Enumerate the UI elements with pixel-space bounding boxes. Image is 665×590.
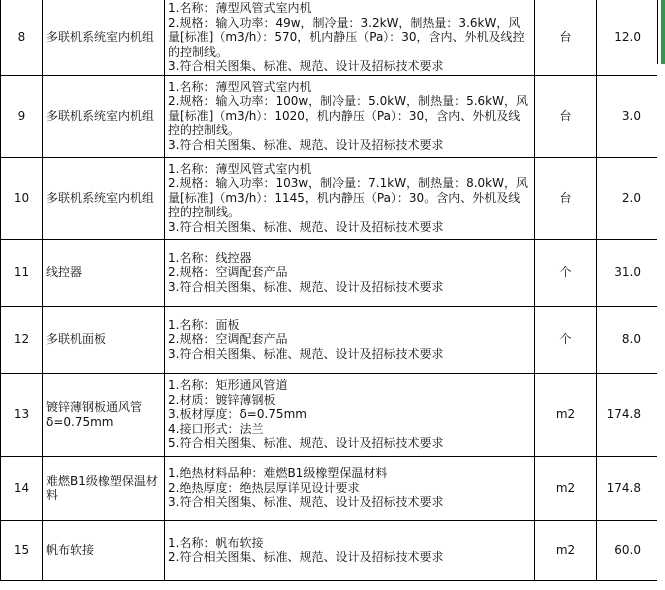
item-name[interactable]: 镀锌薄钢板通风管δ=0.75mm [43,373,165,456]
item-description[interactable] [165,75,535,157]
desc-line: 2.规格：空调配套产品 [168,265,288,280]
scrollbar-track[interactable] [657,64,665,590]
item-quantity[interactable]: 12.0 [597,0,658,75]
desc-line: 3.符合相关图集、标准、规范、设计及招标技术要求 [168,279,444,294]
desc-line: 2.材质：镀锌薄钢板 [168,392,276,407]
item-name[interactable]: 线控器 [43,239,165,306]
table-row [1,520,658,580]
desc-line: 5.符合相关图集、标准、规范、设计及招标技术要求 [168,436,444,451]
item-name[interactable]: 多联机面板 [43,306,165,373]
row-index[interactable]: 12 [1,306,43,373]
row-index[interactable]: 10 [1,157,43,239]
desc-line: 1.名称：矩形通风管道 [168,378,288,393]
desc-line: 1.名称：薄型风管式室内机 [168,161,312,176]
desc-line: 1.名称：线控器 [168,250,252,265]
row-index[interactable]: 15 [1,520,43,580]
item-description[interactable] [165,520,535,580]
desc-line: 2.规格：空调配套产品 [168,332,288,347]
row-index[interactable]: 14 [1,456,43,520]
desc-line: 2.规格：输入功率：49w，制冷量：3.2kW，制热量：3.6kW，风量[标准]（m3/h）：570，机内静压（Pa）：30，含内、外机及线控的控制线。 [168,15,525,59]
row-index[interactable]: 9 [1,75,43,157]
row-index[interactable]: 13 [1,373,43,456]
desc-line: 2.规格：输入功率：100w，制冷量：5.0kW，制热量：5.6kW，风量[标准]（m3/h）：1020，机内静压（Pa）：30，含内、外机及线控的控制线。 [168,94,528,138]
desc-line: 4.接口形式：法兰 [168,421,264,436]
desc-line: 3.符合相关图集、标准、规范、设计及招标技术要求 [168,59,444,73]
table-row [1,239,658,306]
desc-line: 3.板材厚度：δ=0.75mm [168,407,307,422]
table-row [1,456,658,520]
item-unit[interactable]: 个 [535,239,597,306]
item-description[interactable] [165,373,535,456]
item-description[interactable] [165,456,535,520]
desc-line: 3.符合相关图集、标准、规范、设计及招标技术要求 [168,495,444,510]
item-quantity[interactable]: 60.0 [597,520,658,580]
item-unit[interactable]: m2 [535,456,597,520]
item-unit[interactable]: 台 [535,0,597,75]
desc-line: 3.符合相关图集、标准、规范、设计及招标技术要求 [168,346,444,361]
item-description[interactable] [165,306,535,373]
table-row [1,373,658,456]
row-index[interactable]: 11 [1,239,43,306]
item-name[interactable]: 多联机系统室内机组 [43,0,165,75]
item-unit[interactable]: 个 [535,306,597,373]
desc-line: 1.名称：薄型风管式室内机 [168,1,312,15]
table-row [1,75,658,157]
item-description[interactable] [165,239,535,306]
desc-line: 1.绝热材料品种：难燃B1级橡塑保温材料 [168,466,388,481]
desc-line: 3.符合相关图集、标准、规范、设计及招标技术要求 [168,219,444,234]
desc-line: 3.符合相关图集、标准、规范、设计及招标技术要求 [168,137,444,152]
item-unit[interactable]: 台 [535,157,597,239]
desc-line: 2.规格：输入功率：103w，制冷量：7.1kW，制热量：8.0kW，风量[标准]（m3/h）：1145，机内静压（Pa）：30。含内、外机及线控的控制线。 [168,176,528,220]
item-quantity[interactable]: 174.8 [597,373,658,456]
item-name[interactable]: 难燃B1级橡塑保温材料 [43,456,165,520]
item-unit[interactable]: 台 [535,75,597,157]
table-row [1,306,658,373]
desc-line: 2.符合相关图集、标准、规范、设计及招标技术要求 [168,550,444,564]
item-quantity[interactable]: 31.0 [597,239,658,306]
table-row [1,157,658,239]
desc-line: 1.名称：面板 [168,317,240,332]
table-row [1,0,658,75]
item-unit[interactable]: m2 [535,520,597,580]
selection-indicator [661,0,665,64]
item-quantity[interactable]: 174.8 [597,456,658,520]
item-quantity[interactable]: 2.0 [597,157,658,239]
item-unit[interactable]: m2 [535,373,597,456]
item-quantity[interactable]: 3.0 [597,75,658,157]
item-quantity[interactable]: 8.0 [597,306,658,373]
item-name[interactable]: 多联机系统室内机组 [43,75,165,157]
item-name[interactable]: 帆布软接 [43,520,165,580]
desc-line: 2.绝热厚度：绝热层厚详见设计要求 [168,480,360,495]
item-name[interactable]: 多联机系统室内机组 [43,157,165,239]
row-index[interactable]: 8 [1,0,43,75]
item-description[interactable] [165,157,535,239]
desc-line: 1.名称：帆布软接 [168,535,264,550]
desc-line: 1.名称：薄型风管式室内机 [168,79,312,94]
item-description[interactable] [165,0,535,75]
